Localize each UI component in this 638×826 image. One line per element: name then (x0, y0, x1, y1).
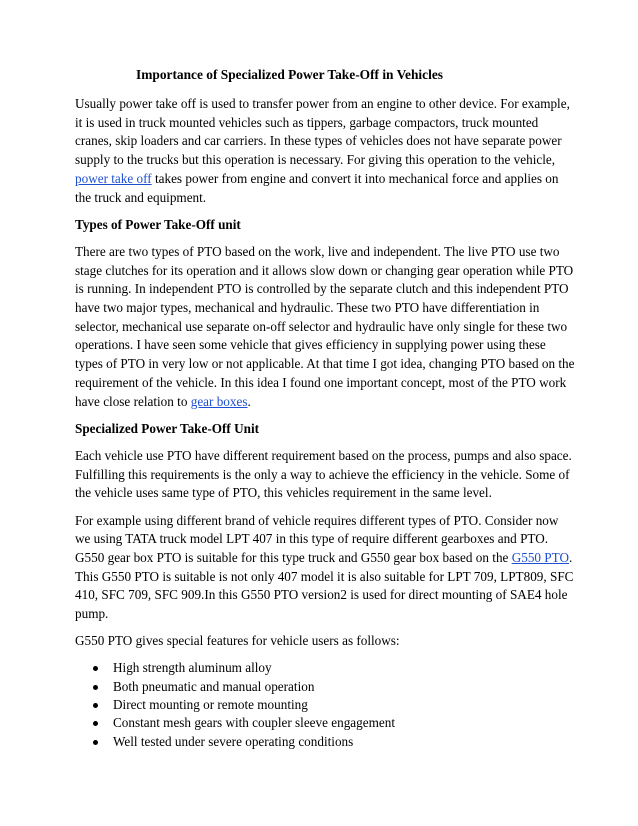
intro-text: Usually power take off is used to transfer power from an engine to other device. For example, it is used in truck mounted vehicles such as tippers, garbage compactors, truck mounted cranes, skip loaders and car carriers. In these types of vehicles does not have separate power supply to the trucks but this operation is necessary. For giving this operation to the vehicle, (75, 96, 570, 168)
intro-paragraph (75, 95, 575, 207)
bullet-icon (93, 666, 98, 671)
list-item (93, 659, 575, 677)
feature-text: Well tested under severe operating conditions (113, 733, 354, 749)
g550-pto-link[interactable]: G550 PTO (511, 549, 569, 565)
types-text-end: . (247, 393, 251, 409)
types-paragraph (75, 243, 575, 411)
list-item (93, 733, 575, 751)
types-text: There are two types of PTO based on the work, live and independent. The live PTO use two stage clutches for its operation and it allows slow down or changing gear operation while PTO is running. In independent PTO is controlled by the separate clutch and this independent PTO have two major types, mechanical and hydraulic. These two PTO have differentiation in selector, mechanical use separate on-off selector and hydraulic have only single for these two operations. I have seen some vehicle that gives efficiency in supplying power using these types of PTO in very low or not applicable. At that time I got idea, changing PTO based on the requirement of the vehicle. In this idea I found one important concept, most of the PTO work have close relation to (75, 243, 575, 409)
bullet-icon (93, 703, 98, 708)
types-heading: Types of Power Take-Off unit (75, 216, 241, 232)
specialized-heading: Specialized Power Take-Off Unit (75, 420, 260, 436)
bullet-icon (93, 740, 98, 745)
list-item (93, 678, 575, 696)
document-title: Importance of Specialized Power Take-Off in Vehicles (136, 67, 443, 82)
example-paragraph (75, 512, 575, 624)
intro-text-end: takes power from engine and convert it into mechanical force and applies on the truck and equipment. (75, 170, 559, 205)
list-item (93, 714, 575, 732)
feature-text: High strength aluminum alloy (113, 660, 272, 676)
example-text-end: . This G550 PTO is suitable is not only 407 model it is also suitable for LPT 709, LPT809, SFC 410, SFC 709, SFC 909.In this G550 PTO version2 is used for direct mounting of SAE4 hole pump. (75, 549, 574, 622)
document-page (75, 66, 575, 751)
features-list (75, 659, 575, 750)
features-intro: G550 PTO gives special features for vehicle users as follows: (75, 633, 400, 649)
requirements-paragraph: Each vehicle use PTO have different requirement based on the process, pumps and also space. Fulfilling this requirements is the only a way to achieve the efficiency in the vehicle. Some of the vehicle uses same type of PTO, this vehicles requirement in the same level. (75, 447, 572, 501)
gear-boxes-link[interactable]: gear boxes (190, 393, 248, 409)
feature-text: Direct mounting or remote mounting (113, 697, 308, 713)
feature-text: Both pneumatic and manual operation (113, 678, 315, 694)
list-item (93, 696, 575, 714)
feature-text: Constant mesh gears with coupler sleeve engagement (113, 715, 395, 731)
bullet-icon (93, 721, 98, 726)
bullet-icon (93, 685, 98, 690)
power-take-off-link[interactable]: power take off (75, 170, 152, 186)
example-text: For example using different brand of vehicle requires different types of PTO. Consider now we using TATA truck model LPT 407 in this type of require different gearboxes and PTO. G550 gear box PTO is suitable for this type truck and G550 gear box based on the (75, 512, 559, 565)
